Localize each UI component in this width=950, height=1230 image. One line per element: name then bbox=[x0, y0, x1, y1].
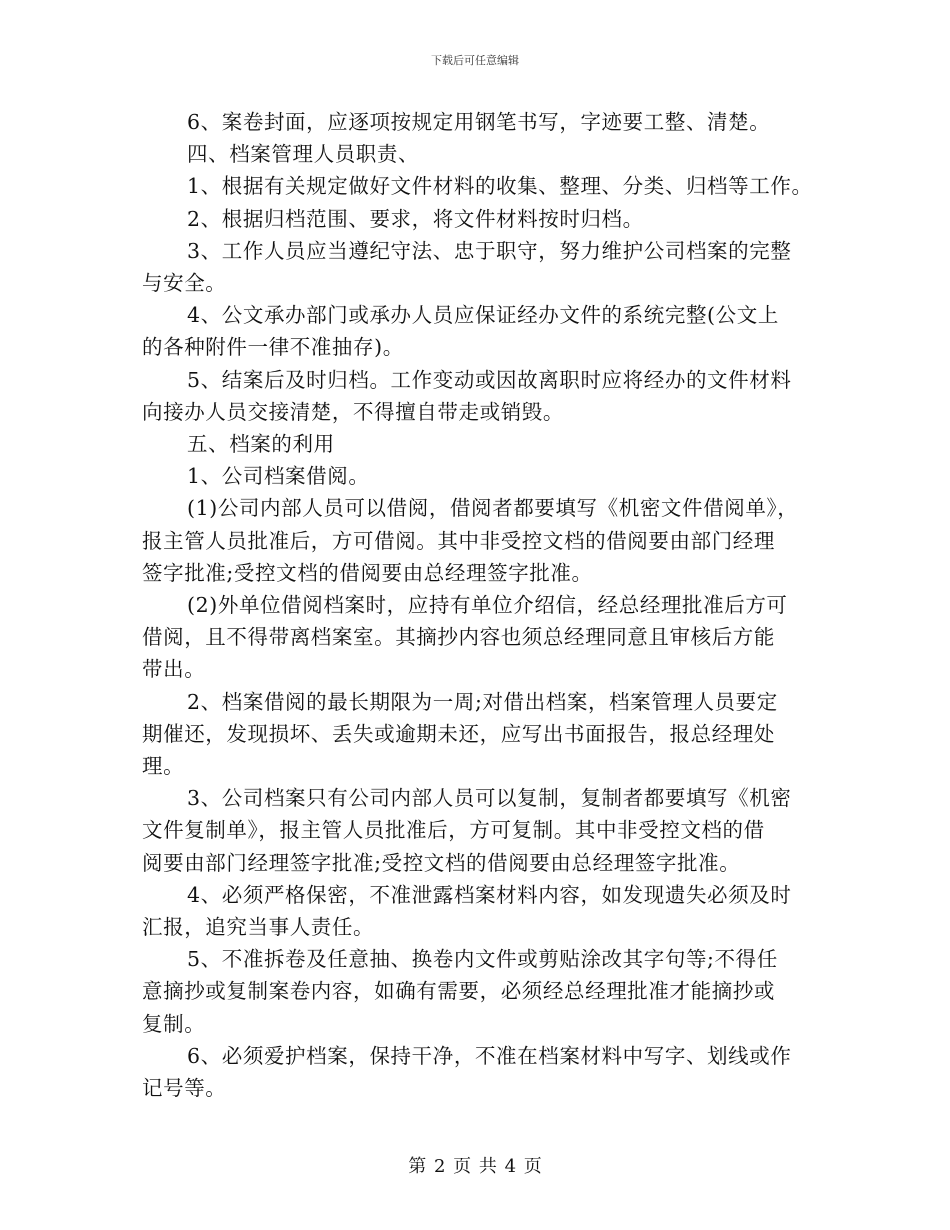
body-line: 2、根据归档范围、要求，将文件材料按时归档。 bbox=[187, 206, 644, 231]
section-heading: 四、档案管理人员职责、 bbox=[187, 142, 420, 167]
body-line: 1、公司档案借阅。 bbox=[187, 464, 370, 489]
body-line: 签字批准;受控文档的借阅要由总经理签字批准。 bbox=[142, 560, 593, 585]
body-line: 2、档案借阅的最长期限为一周;对借出档案，档案管理人员要定 bbox=[187, 689, 778, 714]
body-line: 5、不准拆卷及任意抽、换卷内文件或剪贴涂改其字句等;不得任 bbox=[187, 947, 778, 972]
body-line: 与安全。 bbox=[142, 271, 227, 296]
body-line: 6、案卷封面，应逐项按规定用钢笔书写，字迹要工整、清楚。 bbox=[187, 110, 771, 134]
body-line: 期催还，发现损坏、丢失或逾期未还，应写出书面报告，报总经理处 bbox=[142, 721, 775, 746]
section-heading: 五、档案的利用 bbox=[187, 432, 335, 457]
download-note: 下载后可任意编辑 bbox=[431, 54, 519, 67]
body-line: 的各种附件一律不准抽存)。 bbox=[142, 335, 404, 360]
body-line: 理。 bbox=[142, 754, 185, 779]
body-line: 向接办人员交接清楚，不得擅自带走或销毁。 bbox=[142, 399, 564, 424]
body-line: 5、结案后及时归档。工作变动或因故离职时应将经办的文件材料 bbox=[187, 367, 792, 392]
body-line: 文件复制单》，报主管人员批准后，方可复制。其中非受控文档的借 bbox=[142, 818, 765, 843]
body-line: 3、公司档案只有公司内部人员可以复制，复制者都要填写《机密 bbox=[187, 786, 792, 811]
body-line: 4、必须严格保密，不准泄露档案材料内容，如发现遗失必须及时 bbox=[187, 882, 792, 907]
body-line: 意摘抄或复制案卷内容，如确有需要，必须经总经理批准才能摘抄或 bbox=[142, 979, 775, 1004]
body-line: 记号等。 bbox=[142, 1076, 227, 1101]
body-line: 6、必须爱护档案，保持干净，不准在档案材料中写字、划线或作 bbox=[187, 1043, 792, 1068]
body-line: 借阅，且不得带离档案室。其摘抄内容也须总经理同意且审核后方能 bbox=[142, 625, 775, 650]
body-line: 1、根据有关规定做好文件材料的收集、整理、分类、归档等工作。 bbox=[187, 174, 813, 199]
document-body bbox=[142, 106, 814, 1104]
body-line: 4、公文承办部门或承办人员应保证经办文件的系统完整(公文上 bbox=[187, 303, 779, 328]
body-line: 带出。 bbox=[142, 657, 206, 682]
body-line: (1)公司内部人员可以借阅，借阅者都要填写《机密文件借阅单》， bbox=[187, 496, 799, 521]
body-line: 阅要由部门经理签字批准;受控文档的借阅要由总经理签字批准。 bbox=[142, 850, 741, 875]
body-line: (2)外单位借阅档案时，应持有单位介绍信，经总经理批准后方可 bbox=[187, 593, 788, 618]
page-number: 第 2 页 共 4 页 bbox=[408, 1156, 542, 1177]
body-line: 复制。 bbox=[142, 1011, 206, 1036]
body-line: 3、工作人员应当遵纪守法、忠于职守，努力维护公司档案的完整 bbox=[187, 238, 792, 263]
body-line: 报主管人员批准后，方可借阅。其中非受控文档的借阅要由部门经理 bbox=[142, 528, 775, 553]
body-line: 汇报，追究当事人责任。 bbox=[142, 915, 375, 940]
